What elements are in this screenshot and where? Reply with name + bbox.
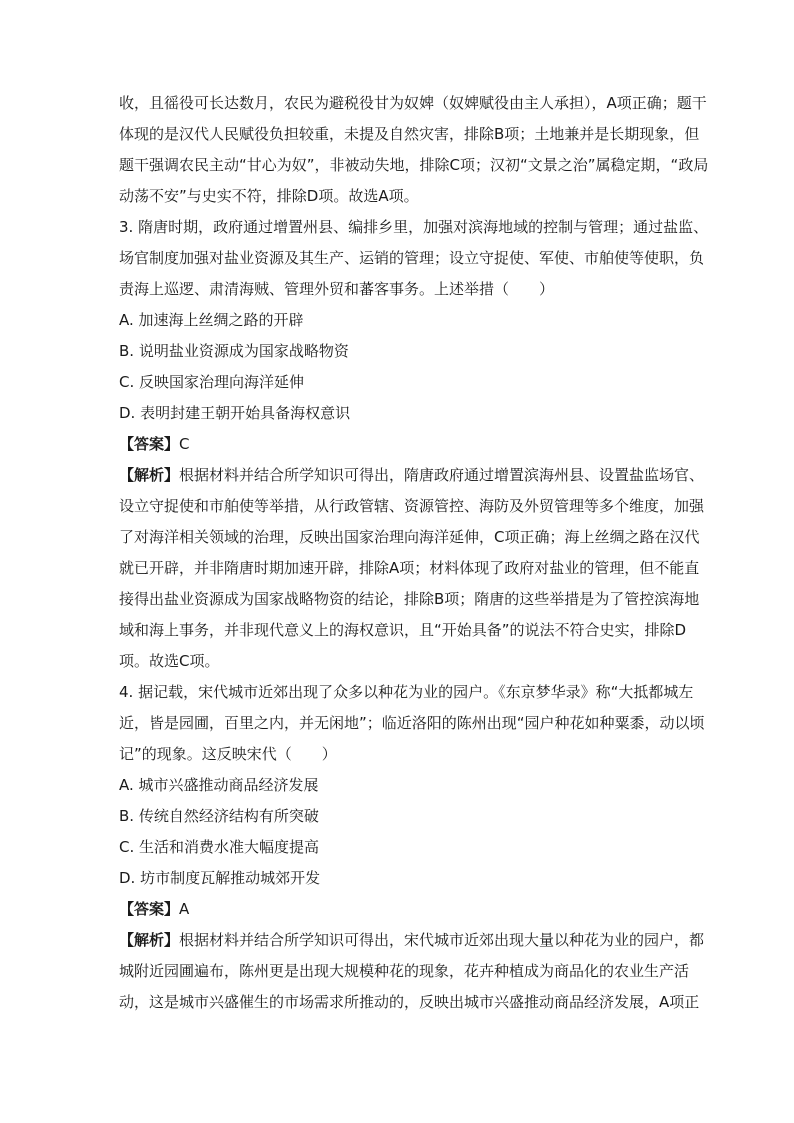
option-c: C. 反映国家治理向海洋延伸 (119, 373, 305, 391)
option-a: A. 城市兴盛推动商品经济发展 (119, 776, 319, 794)
explanation-line (119, 930, 705, 961)
text-line: 体现的是汉代人民赋役负担较重，未提及自然灾害，排除B项；土地兼并是长期现象，但 (119, 125, 700, 143)
text-line: 动荡不安”与史实不符，排除D项。故选A项。 (119, 187, 419, 205)
question-4 (119, 682, 705, 1023)
explanation-line: 项。故选C项。 (119, 652, 220, 670)
option-d: D. 表明封建王朝开始具备海权意识 (119, 404, 351, 422)
text-line: 收，且徭役可长达数月，农民为避税役甘为奴婢（奴婢赋役由主人承担），A项正确；题干 (119, 94, 707, 112)
q2-explanation-tail (119, 93, 709, 217)
explanation-line: 动，这是城市兴盛催生的市场需求所推动的，反映出城市兴盛推动商品经济发展，A项正 (119, 993, 700, 1011)
question-stem-line: 记”的现象。这反映宋代（ ） (119, 745, 337, 763)
explanation-line (119, 465, 705, 496)
explanation-line: 域和海上事务，并非现代意义上的海权意识，且“开始具备”的说法不符合史实，排除D (119, 621, 687, 639)
option-b: B. 传统自然经济结构有所突破 (119, 807, 319, 825)
question-stem-line: 4. 据记载，宋代城市近郊出现了众多以种花为业的园户。《东京梦华录》称“大抵都城左 (119, 683, 694, 701)
explanation-label: 【解析】 (119, 931, 180, 949)
question-stem-line: 3. 隋唐时期，政府通过增置州县、编排乡里，加强对滨海地域的控制与管理；通过盐监、 (119, 218, 709, 236)
explanation-line: 设立守捉使和市舶使等举措，从行政管辖、资源管控、海防及外贸管理等多个维度，加强 (119, 497, 705, 515)
answer-label: 【答案】 (119, 900, 180, 918)
explanation-line: 就已开辟，并非隋唐时期加速开辟，排除A项；材料体现了政府对盐业的管理，但不能直 (119, 559, 700, 577)
text-line: 题干强调农民主动“甘心为奴”，非被动失地，排除C项；汉初“文景之治”属稳定期，“政局 (119, 156, 709, 174)
document-page (119, 93, 709, 1023)
option-c: C. 生活和消费水准大幅度提高 (119, 838, 320, 856)
question-3 (119, 217, 709, 682)
answer-value: A (179, 900, 190, 918)
explanation-text: 根据材料并结合所学知识可得出，隋唐政府通过增置滨海州县、设置盐监场官、 (179, 466, 705, 484)
option-a: A. 加速海上丝绸之路的开辟 (119, 311, 304, 329)
option-d: D. 坊市制度瓦解推动城郊开发 (119, 869, 321, 887)
answer-line (119, 434, 675, 465)
answer-label: 【答案】 (119, 435, 180, 453)
question-stem-line: 责海上巡逻、肃清海贼、管理外贸和蕃客事务。上述举措（ ） (119, 280, 555, 298)
explanation-line: 了对海洋相关领域的治理，反映出国家治理向海洋延伸，C项正确；海上丝绸之路在汉代 (119, 528, 700, 546)
explanation-line: 城附近园圃遍布，陈州更是出现大规模种花的现象，花卉种植成为商品化的农业生产活 (119, 962, 690, 980)
answer-line (119, 899, 675, 930)
explanation-label: 【解析】 (119, 466, 180, 484)
explanation-line: 接得出盐业资源成为国家战略物资的结论，排除B项；隋唐的这些举措是为了管控滨海地 (119, 590, 700, 608)
question-stem-line: 近，皆是园圃，百里之内，并无闲地”；临近洛阳的陈州出现“园户种花如种粟黍，动以顷 (119, 714, 705, 732)
option-b: B. 说明盐业资源成为国家战略物资 (119, 342, 349, 360)
answer-value: C (179, 435, 190, 453)
explanation-text: 根据材料并结合所学知识可得出，宋代城市近郊出现大量以种花为业的园户，都 (179, 931, 705, 949)
question-stem-line: 场官制度加强对盐业资源及其生产、运销的管理；设立守捉使、军使、市舶使等使职，负 (119, 249, 705, 267)
